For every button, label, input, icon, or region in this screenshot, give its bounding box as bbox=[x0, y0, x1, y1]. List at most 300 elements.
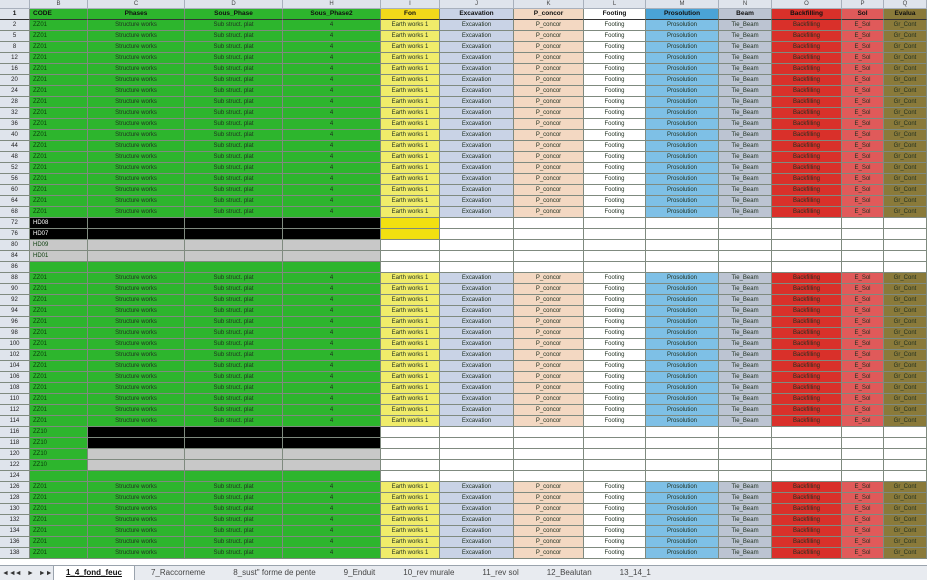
cell-P[interactable]: E_Sol bbox=[842, 284, 884, 295]
row-number[interactable]: 16 bbox=[0, 64, 30, 75]
cell-M[interactable] bbox=[646, 427, 719, 438]
column-header-N[interactable]: Beam bbox=[719, 9, 772, 20]
cell-P[interactable]: E_Sol bbox=[842, 174, 884, 185]
cell-H[interactable] bbox=[283, 251, 381, 262]
column-header-D[interactable]: Sous_Phase bbox=[185, 9, 283, 20]
column-header-H[interactable]: Sous_Phase2 bbox=[283, 9, 381, 20]
cell-C[interactable] bbox=[88, 240, 185, 251]
cell-P[interactable]: E_Sol bbox=[842, 31, 884, 42]
cell-N[interactable] bbox=[719, 218, 772, 229]
cell-J[interactable]: Excavation bbox=[440, 185, 514, 196]
cell-I[interactable]: Earth works 1 bbox=[381, 361, 440, 372]
cell-I[interactable]: Earth works 1 bbox=[381, 53, 440, 64]
cell-J[interactable]: Excavation bbox=[440, 174, 514, 185]
cell-N[interactable]: Tie_Beam bbox=[719, 273, 772, 284]
cell-C[interactable]: Structure works bbox=[88, 416, 185, 427]
column-letter-J[interactable]: J bbox=[440, 0, 514, 9]
cell-H[interactable]: 4 bbox=[283, 515, 381, 526]
cell-I[interactable] bbox=[381, 251, 440, 262]
cell-H[interactable]: 4 bbox=[283, 119, 381, 130]
cell-B[interactable]: ZZ01 bbox=[30, 75, 88, 86]
cell-I[interactable]: Earth works 1 bbox=[381, 416, 440, 427]
cell-Q[interactable]: Gr_Cont bbox=[884, 273, 927, 284]
row-number[interactable]: 130 bbox=[0, 504, 30, 515]
cell-K[interactable]: P_concor bbox=[514, 108, 584, 119]
cell-P[interactable]: E_Sol bbox=[842, 416, 884, 427]
cell-M[interactable]: Prosolution bbox=[646, 207, 719, 218]
cell-O[interactable]: Backfilling bbox=[772, 361, 842, 372]
cell-H[interactable]: 4 bbox=[283, 185, 381, 196]
cell-Q[interactable]: Gr_Cont bbox=[884, 526, 927, 537]
cell-I[interactable]: Earth works 1 bbox=[381, 317, 440, 328]
cell-N[interactable]: Tie_Beam bbox=[719, 537, 772, 548]
column-letter-O[interactable]: O bbox=[772, 0, 842, 9]
cell-K[interactable]: P_concor bbox=[514, 207, 584, 218]
cell-K[interactable]: P_concor bbox=[514, 64, 584, 75]
sheet-tab[interactable]: 11_rev sol bbox=[482, 568, 519, 577]
cell-D[interactable]: Sub struct. plat bbox=[185, 493, 283, 504]
row-number[interactable]: 124 bbox=[0, 471, 30, 482]
cell-H[interactable]: 4 bbox=[283, 306, 381, 317]
cell-H[interactable] bbox=[283, 218, 381, 229]
cell-N[interactable]: Tie_Beam bbox=[719, 515, 772, 526]
cell-D[interactable]: Sub struct. plat bbox=[185, 317, 283, 328]
cell-B[interactable]: ZZ01 bbox=[30, 86, 88, 97]
cell-J[interactable]: Excavation bbox=[440, 53, 514, 64]
cell-O[interactable]: Backfilling bbox=[772, 42, 842, 53]
cell-D[interactable]: Sub struct. plat bbox=[185, 108, 283, 119]
cell-K[interactable]: P_concor bbox=[514, 273, 584, 284]
cell-O[interactable]: Backfilling bbox=[772, 416, 842, 427]
cell-B[interactable]: HD01 bbox=[30, 251, 88, 262]
cell-L[interactable]: Footing bbox=[584, 152, 646, 163]
cell-C[interactable]: Structure works bbox=[88, 284, 185, 295]
cell-M[interactable]: Prosolution bbox=[646, 493, 719, 504]
cell-I[interactable]: Earth works 1 bbox=[381, 273, 440, 284]
cell-J[interactable]: Excavation bbox=[440, 383, 514, 394]
cell-Q[interactable]: Gr_Cont bbox=[884, 130, 927, 141]
cell-J[interactable]: Excavation bbox=[440, 493, 514, 504]
cell-P[interactable] bbox=[842, 229, 884, 240]
cell-D[interactable]: Sub struct. plat bbox=[185, 405, 283, 416]
cell-D[interactable]: Sub struct. plat bbox=[185, 537, 283, 548]
cell-H[interactable]: 4 bbox=[283, 42, 381, 53]
cell-H[interactable]: 4 bbox=[283, 394, 381, 405]
cell-B[interactable]: ZZ01 bbox=[30, 548, 88, 559]
cell-C[interactable]: Structure works bbox=[88, 273, 185, 284]
cell-K[interactable]: P_concor bbox=[514, 130, 584, 141]
cell-J[interactable]: Excavation bbox=[440, 31, 514, 42]
cell-Q[interactable]: Gr_Cont bbox=[884, 339, 927, 350]
cell-L[interactable]: Footing bbox=[584, 97, 646, 108]
cell-N[interactable]: Tie_Beam bbox=[719, 504, 772, 515]
cell-N[interactable] bbox=[719, 427, 772, 438]
cell-M[interactable]: Prosolution bbox=[646, 31, 719, 42]
cell-P[interactable]: E_Sol bbox=[842, 515, 884, 526]
cell-Q[interactable] bbox=[884, 460, 927, 471]
cell-B[interactable]: ZZ01 bbox=[30, 339, 88, 350]
cell-M[interactable]: Prosolution bbox=[646, 537, 719, 548]
cell-H[interactable] bbox=[283, 438, 381, 449]
cell-Q[interactable]: Gr_Cont bbox=[884, 64, 927, 75]
cell-K[interactable]: P_concor bbox=[514, 515, 584, 526]
cell-P[interactable]: E_Sol bbox=[842, 108, 884, 119]
cell-Q[interactable]: Gr_Cont bbox=[884, 416, 927, 427]
cell-C[interactable]: Structure works bbox=[88, 394, 185, 405]
cell-L[interactable]: Footing bbox=[584, 141, 646, 152]
row-number[interactable]: 40 bbox=[0, 130, 30, 141]
cell-J[interactable]: Excavation bbox=[440, 86, 514, 97]
cell-O[interactable]: Backfilling bbox=[772, 75, 842, 86]
cell-K[interactable]: P_concor bbox=[514, 53, 584, 64]
cell-I[interactable]: Earth works 1 bbox=[381, 20, 440, 31]
cell-C[interactable]: Structure works bbox=[88, 64, 185, 75]
cell-M[interactable]: Prosolution bbox=[646, 317, 719, 328]
cell-I[interactable]: Earth works 1 bbox=[381, 31, 440, 42]
cell-H[interactable]: 4 bbox=[283, 493, 381, 504]
cell-L[interactable]: Footing bbox=[584, 196, 646, 207]
cell-C[interactable]: Structure works bbox=[88, 20, 185, 31]
cell-I[interactable]: Earth works 1 bbox=[381, 42, 440, 53]
column-letter-D[interactable]: D bbox=[185, 0, 283, 9]
cell-P[interactable]: E_Sol bbox=[842, 273, 884, 284]
cell-I[interactable]: Earth works 1 bbox=[381, 86, 440, 97]
cell-O[interactable]: Backfilling bbox=[772, 537, 842, 548]
cell-O[interactable]: Backfilling bbox=[772, 185, 842, 196]
cell-N[interactable]: Tie_Beam bbox=[719, 383, 772, 394]
cell-K[interactable] bbox=[514, 262, 584, 273]
cell-O[interactable]: Backfilling bbox=[772, 97, 842, 108]
column-header-Q[interactable]: Evalua bbox=[884, 9, 927, 20]
cell-Q[interactable]: Gr_Cont bbox=[884, 350, 927, 361]
cell-J[interactable] bbox=[440, 427, 514, 438]
cell-B[interactable]: ZZ01 bbox=[30, 64, 88, 75]
cell-D[interactable]: Sub struct. plat bbox=[185, 86, 283, 97]
cell-L[interactable] bbox=[584, 427, 646, 438]
cell-P[interactable]: E_Sol bbox=[842, 383, 884, 394]
cell-O[interactable]: Backfilling bbox=[772, 174, 842, 185]
cell-N[interactable] bbox=[719, 471, 772, 482]
cell-L[interactable]: Footing bbox=[584, 119, 646, 130]
cell-L[interactable] bbox=[584, 251, 646, 262]
cell-O[interactable]: Backfilling bbox=[772, 64, 842, 75]
cell-O[interactable]: Backfilling bbox=[772, 306, 842, 317]
cell-D[interactable]: Sub struct. plat bbox=[185, 64, 283, 75]
row-number[interactable]: 134 bbox=[0, 526, 30, 537]
cell-P[interactable]: E_Sol bbox=[842, 339, 884, 350]
cell-O[interactable]: Backfilling bbox=[772, 284, 842, 295]
cell-B[interactable] bbox=[30, 471, 88, 482]
cell-I[interactable]: Earth works 1 bbox=[381, 482, 440, 493]
cell-D[interactable]: Sub struct. plat bbox=[185, 119, 283, 130]
cell-Q[interactable]: Gr_Cont bbox=[884, 119, 927, 130]
cell-L[interactable]: Footing bbox=[584, 295, 646, 306]
cell-N[interactable]: Tie_Beam bbox=[719, 86, 772, 97]
row-number[interactable]: 56 bbox=[0, 174, 30, 185]
cell-Q[interactable]: Gr_Cont bbox=[884, 317, 927, 328]
cell-H[interactable] bbox=[283, 471, 381, 482]
cell-Q[interactable]: Gr_Cont bbox=[884, 537, 927, 548]
cell-M[interactable]: Prosolution bbox=[646, 394, 719, 405]
cell-M[interactable]: Prosolution bbox=[646, 163, 719, 174]
cell-N[interactable]: Tie_Beam bbox=[719, 416, 772, 427]
cell-C[interactable]: Structure works bbox=[88, 493, 185, 504]
cell-L[interactable]: Footing bbox=[584, 20, 646, 31]
cell-C[interactable] bbox=[88, 460, 185, 471]
previous-sheet-nav-icon[interactable]: ◄ bbox=[14, 570, 22, 577]
cell-M[interactable]: Prosolution bbox=[646, 526, 719, 537]
row-number[interactable]: 106 bbox=[0, 372, 30, 383]
cell-P[interactable] bbox=[842, 471, 884, 482]
cell-C[interactable] bbox=[88, 427, 185, 438]
row-number[interactable]: 104 bbox=[0, 361, 30, 372]
cell-N[interactable]: Tie_Beam bbox=[719, 174, 772, 185]
cell-N[interactable]: Tie_Beam bbox=[719, 339, 772, 350]
cell-H[interactable]: 4 bbox=[283, 361, 381, 372]
cell-O[interactable]: Backfilling bbox=[772, 328, 842, 339]
cell-D[interactable]: Sub struct. plat bbox=[185, 152, 283, 163]
cell-N[interactable]: Tie_Beam bbox=[719, 31, 772, 42]
cell-C[interactable]: Structure works bbox=[88, 372, 185, 383]
cell-I[interactable]: Earth works 1 bbox=[381, 163, 440, 174]
cell-C[interactable]: Structure works bbox=[88, 31, 185, 42]
cell-O[interactable]: Backfilling bbox=[772, 119, 842, 130]
column-letter-H[interactable]: H bbox=[283, 0, 381, 9]
cell-Q[interactable]: Gr_Cont bbox=[884, 97, 927, 108]
cell-J[interactable]: Excavation bbox=[440, 130, 514, 141]
cell-C[interactable]: Structure works bbox=[88, 482, 185, 493]
cell-I[interactable]: Earth works 1 bbox=[381, 97, 440, 108]
cell-K[interactable] bbox=[514, 229, 584, 240]
column-header-C[interactable]: Phases bbox=[88, 9, 185, 20]
cell-L[interactable]: Footing bbox=[584, 537, 646, 548]
cell-N[interactable] bbox=[719, 240, 772, 251]
cell-M[interactable]: Prosolution bbox=[646, 339, 719, 350]
cell-P[interactable]: E_Sol bbox=[842, 317, 884, 328]
cell-I[interactable]: Earth works 1 bbox=[381, 306, 440, 317]
cell-M[interactable]: Prosolution bbox=[646, 372, 719, 383]
cell-N[interactable]: Tie_Beam bbox=[719, 394, 772, 405]
cell-O[interactable]: Backfilling bbox=[772, 372, 842, 383]
cell-O[interactable] bbox=[772, 218, 842, 229]
column-letter-N[interactable]: N bbox=[719, 0, 772, 9]
row-number[interactable]: 32 bbox=[0, 108, 30, 119]
cell-Q[interactable]: Gr_Cont bbox=[884, 185, 927, 196]
cell-J[interactable] bbox=[440, 438, 514, 449]
cell-L[interactable]: Footing bbox=[584, 284, 646, 295]
cell-D[interactable] bbox=[185, 240, 283, 251]
cell-B[interactable]: ZZ10 bbox=[30, 438, 88, 449]
cell-D[interactable]: Sub struct. plat bbox=[185, 416, 283, 427]
cell-K[interactable]: P_concor bbox=[514, 548, 584, 559]
cell-M[interactable]: Prosolution bbox=[646, 75, 719, 86]
cell-B[interactable]: ZZ01 bbox=[30, 526, 88, 537]
cell-J[interactable]: Excavation bbox=[440, 42, 514, 53]
cell-D[interactable]: Sub struct. plat bbox=[185, 504, 283, 515]
cell-B[interactable]: ZZ01 bbox=[30, 504, 88, 515]
cell-N[interactable]: Tie_Beam bbox=[719, 548, 772, 559]
cell-K[interactable] bbox=[514, 471, 584, 482]
cell-P[interactable]: E_Sol bbox=[842, 306, 884, 317]
cell-Q[interactable]: Gr_Cont bbox=[884, 20, 927, 31]
cell-L[interactable]: Footing bbox=[584, 493, 646, 504]
column-letter-I[interactable]: I bbox=[381, 0, 440, 9]
cell-P[interactable]: E_Sol bbox=[842, 185, 884, 196]
cell-N[interactable] bbox=[719, 262, 772, 273]
cell-L[interactable]: Footing bbox=[584, 174, 646, 185]
cell-H[interactable]: 4 bbox=[283, 295, 381, 306]
cell-K[interactable]: P_concor bbox=[514, 163, 584, 174]
cell-B[interactable]: ZZ01 bbox=[30, 141, 88, 152]
column-header-O[interactable]: Backfilling bbox=[772, 9, 842, 20]
cell-C[interactable]: Structure works bbox=[88, 174, 185, 185]
cell-J[interactable] bbox=[440, 218, 514, 229]
cell-L[interactable] bbox=[584, 240, 646, 251]
row-number[interactable]: 108 bbox=[0, 383, 30, 394]
cell-L[interactable]: Footing bbox=[584, 416, 646, 427]
cell-I[interactable] bbox=[381, 438, 440, 449]
cell-J[interactable]: Excavation bbox=[440, 207, 514, 218]
row-number[interactable]: 86 bbox=[0, 262, 30, 273]
cell-L[interactable]: Footing bbox=[584, 361, 646, 372]
cell-L[interactable]: Footing bbox=[584, 328, 646, 339]
cell-M[interactable]: Prosolution bbox=[646, 361, 719, 372]
cell-M[interactable] bbox=[646, 438, 719, 449]
cell-L[interactable]: Footing bbox=[584, 306, 646, 317]
cell-J[interactable]: Excavation bbox=[440, 295, 514, 306]
cell-B[interactable]: ZZ10 bbox=[30, 460, 88, 471]
cell-K[interactable]: P_concor bbox=[514, 152, 584, 163]
cell-C[interactable] bbox=[88, 438, 185, 449]
column-header-B[interactable]: CODE bbox=[30, 9, 88, 20]
cell-B[interactable]: ZZ01 bbox=[30, 207, 88, 218]
column-letter-K[interactable]: K bbox=[514, 0, 584, 9]
cell-K[interactable]: P_concor bbox=[514, 141, 584, 152]
cell-Q[interactable]: Gr_Cont bbox=[884, 42, 927, 53]
cell-B[interactable]: ZZ01 bbox=[30, 493, 88, 504]
cell-C[interactable]: Structure works bbox=[88, 295, 185, 306]
cell-C[interactable]: Structure works bbox=[88, 141, 185, 152]
cell-N[interactable]: Tie_Beam bbox=[719, 350, 772, 361]
cell-D[interactable] bbox=[185, 251, 283, 262]
cell-N[interactable]: Tie_Beam bbox=[719, 20, 772, 31]
cell-K[interactable]: P_concor bbox=[514, 405, 584, 416]
cell-L[interactable] bbox=[584, 449, 646, 460]
cell-I[interactable] bbox=[381, 471, 440, 482]
cell-O[interactable] bbox=[772, 471, 842, 482]
cell-K[interactable]: P_concor bbox=[514, 350, 584, 361]
cell-M[interactable] bbox=[646, 471, 719, 482]
cell-B[interactable]: ZZ01 bbox=[30, 328, 88, 339]
row-number[interactable]: 118 bbox=[0, 438, 30, 449]
sheet-tab[interactable]: 7_Raccorneme bbox=[150, 568, 206, 577]
cell-B[interactable]: ZZ01 bbox=[30, 361, 88, 372]
cell-P[interactable]: E_Sol bbox=[842, 405, 884, 416]
cell-B[interactable]: ZZ01 bbox=[30, 317, 88, 328]
cell-Q[interactable] bbox=[884, 218, 927, 229]
cell-H[interactable]: 4 bbox=[283, 482, 381, 493]
cell-I[interactable] bbox=[381, 218, 440, 229]
cell-P[interactable]: E_Sol bbox=[842, 295, 884, 306]
cell-D[interactable]: Sub struct. plat bbox=[185, 97, 283, 108]
cell-K[interactable]: P_concor bbox=[514, 493, 584, 504]
cell-C[interactable]: Structure works bbox=[88, 328, 185, 339]
cell-D[interactable]: Sub struct. plat bbox=[185, 350, 283, 361]
cell-K[interactable] bbox=[514, 460, 584, 471]
cell-N[interactable]: Tie_Beam bbox=[719, 482, 772, 493]
cell-O[interactable] bbox=[772, 427, 842, 438]
cell-H[interactable]: 4 bbox=[283, 75, 381, 86]
cell-O[interactable]: Backfilling bbox=[772, 207, 842, 218]
cell-Q[interactable] bbox=[884, 251, 927, 262]
cell-L[interactable]: Footing bbox=[584, 394, 646, 405]
cell-B[interactable]: ZZ01 bbox=[30, 383, 88, 394]
cell-M[interactable]: Prosolution bbox=[646, 295, 719, 306]
cell-H[interactable]: 4 bbox=[283, 31, 381, 42]
cell-D[interactable]: Sub struct. plat bbox=[185, 75, 283, 86]
cell-J[interactable]: Excavation bbox=[440, 196, 514, 207]
sheet-tab[interactable]: 12_Bealutan bbox=[546, 568, 592, 577]
cell-B[interactable]: ZZ01 bbox=[30, 53, 88, 64]
cell-O[interactable]: Backfilling bbox=[772, 163, 842, 174]
cell-D[interactable]: Sub struct. plat bbox=[185, 130, 283, 141]
cell-K[interactable]: P_concor bbox=[514, 86, 584, 97]
cell-H[interactable]: 4 bbox=[283, 163, 381, 174]
cell-P[interactable]: E_Sol bbox=[842, 119, 884, 130]
cell-C[interactable]: Structure works bbox=[88, 317, 185, 328]
cell-Q[interactable]: Gr_Cont bbox=[884, 86, 927, 97]
cell-K[interactable] bbox=[514, 438, 584, 449]
cell-M[interactable] bbox=[646, 251, 719, 262]
cell-D[interactable]: Sub struct. plat bbox=[185, 526, 283, 537]
cell-B[interactable]: ZZ01 bbox=[30, 152, 88, 163]
cell-K[interactable]: P_concor bbox=[514, 416, 584, 427]
cell-N[interactable] bbox=[719, 449, 772, 460]
cell-I[interactable]: Earth works 1 bbox=[381, 141, 440, 152]
cell-I[interactable] bbox=[381, 262, 440, 273]
cell-B[interactable]: ZZ01 bbox=[30, 482, 88, 493]
cell-D[interactable]: Sub struct. plat bbox=[185, 185, 283, 196]
column-letter-C[interactable]: C bbox=[88, 0, 185, 9]
cell-H[interactable]: 4 bbox=[283, 196, 381, 207]
row-number[interactable]: 100 bbox=[0, 339, 30, 350]
cell-B[interactable]: ZZ01 bbox=[30, 163, 88, 174]
cell-M[interactable]: Prosolution bbox=[646, 416, 719, 427]
cell-N[interactable]: Tie_Beam bbox=[719, 295, 772, 306]
cell-N[interactable] bbox=[719, 438, 772, 449]
cell-O[interactable]: Backfilling bbox=[772, 526, 842, 537]
cell-I[interactable]: Earth works 1 bbox=[381, 119, 440, 130]
cell-P[interactable] bbox=[842, 460, 884, 471]
cell-J[interactable]: Excavation bbox=[440, 394, 514, 405]
cell-N[interactable]: Tie_Beam bbox=[719, 372, 772, 383]
cell-N[interactable]: Tie_Beam bbox=[719, 185, 772, 196]
cell-L[interactable]: Footing bbox=[584, 350, 646, 361]
cell-K[interactable]: P_concor bbox=[514, 482, 584, 493]
cell-M[interactable]: Prosolution bbox=[646, 273, 719, 284]
cell-J[interactable]: Excavation bbox=[440, 328, 514, 339]
cell-I[interactable] bbox=[381, 229, 440, 240]
cell-H[interactable]: 4 bbox=[283, 526, 381, 537]
cell-O[interactable]: Backfilling bbox=[772, 350, 842, 361]
cell-Q[interactable]: Gr_Cont bbox=[884, 295, 927, 306]
cell-I[interactable]: Earth works 1 bbox=[381, 537, 440, 548]
row-number[interactable]: 80 bbox=[0, 240, 30, 251]
cell-D[interactable]: Sub struct. plat bbox=[185, 328, 283, 339]
cell-J[interactable]: Excavation bbox=[440, 141, 514, 152]
column-header-P[interactable]: Sol bbox=[842, 9, 884, 20]
cell-L[interactable]: Footing bbox=[584, 482, 646, 493]
